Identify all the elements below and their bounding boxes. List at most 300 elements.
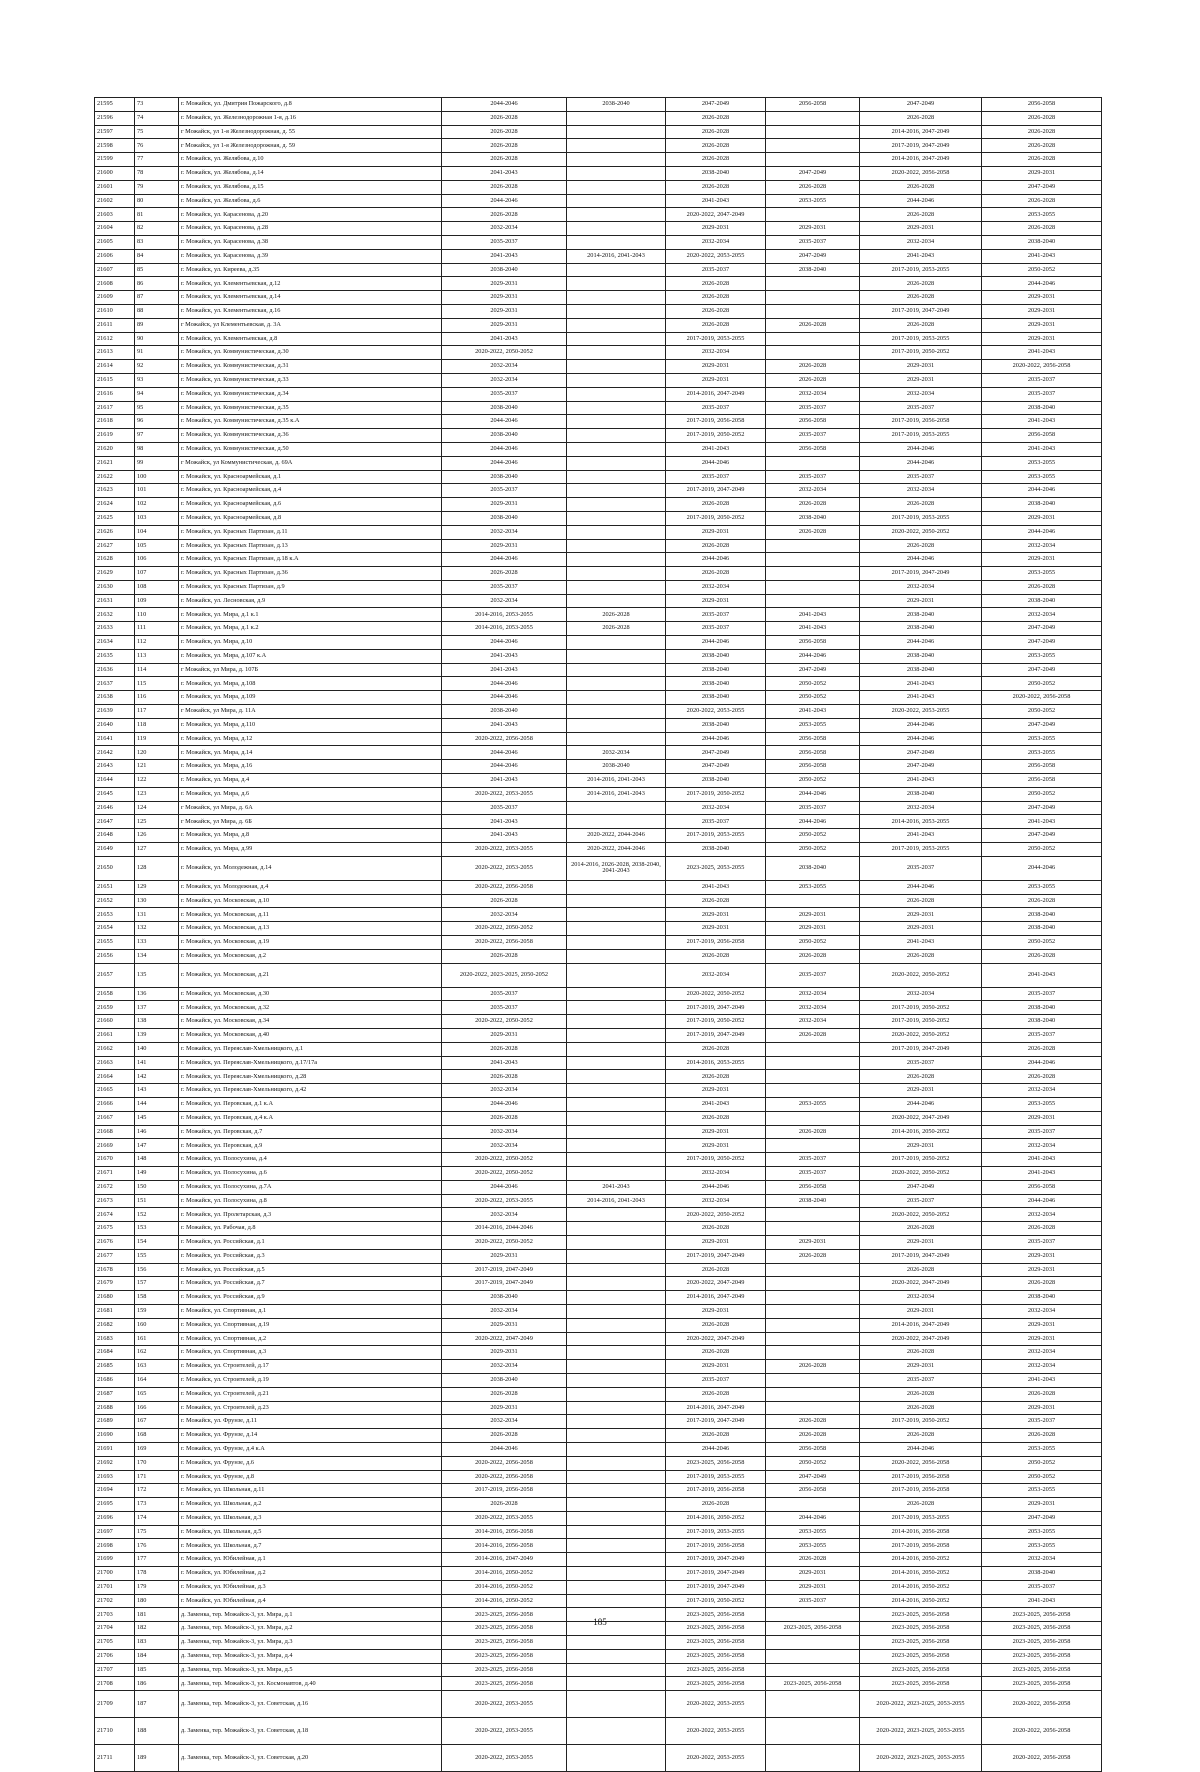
period-cell-3: 2035-2037: [666, 401, 766, 415]
row-id-cell: 21707: [95, 1663, 135, 1677]
period-cell-6: 2032-2034: [982, 1346, 1102, 1360]
period-cell-1: 2020-2022, 2053-2055: [442, 1194, 567, 1208]
period-cell-3: 2026-2028: [666, 1042, 766, 1056]
period-cell-3: 2017-2019, 2050-2052: [666, 429, 766, 443]
period-cell-4: 2026-2028: [766, 1415, 860, 1429]
row-id-cell: 21691: [95, 1442, 135, 1456]
row-number-cell: 116: [135, 691, 179, 705]
row-id-cell: 21607: [95, 263, 135, 277]
table-row: [95, 1208, 1102, 1222]
period-cell-3: 2026-2028: [666, 567, 766, 581]
row-number-cell: 77: [135, 153, 179, 167]
period-cell-3: 2017-2019, 2047-2049: [666, 1415, 766, 1429]
period-cell-3: 2026-2028: [666, 180, 766, 194]
period-cell-2: [567, 1553, 666, 1567]
table-row: [95, 180, 1102, 194]
period-cell-1: 2032-2034: [442, 594, 567, 608]
period-cell-4: [766, 539, 860, 553]
table-row: [95, 429, 1102, 443]
table-row: [95, 1097, 1102, 1111]
period-cell-2: [567, 166, 666, 180]
period-cell-3: 2020-2022, 2047-2049: [666, 1277, 766, 1291]
period-cell-4: 2038-2040: [766, 856, 860, 880]
period-cell-1: 2020-2022, 2053-2055: [442, 856, 567, 880]
period-cell-6: 2038-2040: [982, 908, 1102, 922]
period-cell-1: 2020-2022, 2053-2055: [442, 1511, 567, 1525]
row-number-cell: 130: [135, 894, 179, 908]
row-id-cell: 21645: [95, 787, 135, 801]
row-id-cell: 21690: [95, 1429, 135, 1443]
row-number-cell: 184: [135, 1649, 179, 1663]
period-cell-2: 2026-2028: [567, 608, 666, 622]
period-cell-6: 2050-2052: [982, 787, 1102, 801]
row-number-cell: 96: [135, 415, 179, 429]
period-cell-6: 2032-2034: [982, 1304, 1102, 1318]
row-number-cell: 89: [135, 318, 179, 332]
period-cell-3: 2044-2046: [666, 636, 766, 650]
period-cell-2: [567, 456, 666, 470]
period-cell-3: 2026-2028: [666, 111, 766, 125]
period-cell-6: 2029-2031: [982, 1401, 1102, 1415]
table-row: [95, 987, 1102, 1001]
row-id-cell: 21644: [95, 774, 135, 788]
table-row: [95, 539, 1102, 553]
period-cell-5: 2035-2037: [860, 470, 982, 484]
row-id-cell: 21622: [95, 470, 135, 484]
period-cell-4: 2029-2031: [766, 222, 860, 236]
table-row: [95, 1084, 1102, 1098]
row-number-cell: 103: [135, 511, 179, 525]
row-id-cell: 21682: [95, 1318, 135, 1332]
period-cell-5: 2020-2022, 2050-2052: [860, 525, 982, 539]
period-cell-6: 2020-2022, 2056-2058: [982, 1691, 1102, 1718]
row-number-cell: 80: [135, 194, 179, 208]
period-cell-5: 2014-2016, 2050-2052: [860, 1594, 982, 1608]
period-cell-5: 2023-2025, 2056-2058: [860, 1677, 982, 1691]
table-row: [95, 1718, 1102, 1745]
row-id-cell: 21608: [95, 277, 135, 291]
period-cell-6: 2026-2028: [982, 139, 1102, 153]
period-cell-2: [567, 1056, 666, 1070]
period-cell-6: 2053-2055: [982, 732, 1102, 746]
row-number-cell: 159: [135, 1304, 179, 1318]
period-cell-5: 2014-2016, 2050-2052: [860, 1580, 982, 1594]
period-cell-3: 2020-2022, 2053-2055: [666, 1745, 766, 1772]
address-cell: г. Можайск, ул. Школьная, д.3: [179, 1511, 442, 1525]
period-cell-5: 2044-2046: [860, 1097, 982, 1111]
period-cell-1: 2026-2028: [442, 139, 567, 153]
period-cell-5: 2032-2034: [860, 987, 982, 1001]
period-cell-6: 2053-2055: [982, 1525, 1102, 1539]
period-cell-6: 2050-2052: [982, 1456, 1102, 1470]
period-cell-3: 2026-2028: [666, 277, 766, 291]
period-cell-5: 2026-2028: [860, 318, 982, 332]
period-cell-2: [567, 705, 666, 719]
period-cell-3: 2017-2019, 2050-2052: [666, 787, 766, 801]
address-cell: г. Можайск, ул. Переяслав-Хмельницкого, д.28: [179, 1070, 442, 1084]
row-id-cell: 21636: [95, 663, 135, 677]
period-cell-6: 2050-2052: [982, 936, 1102, 950]
period-cell-3: 2023-2025, 2056-2058: [666, 1663, 766, 1677]
period-cell-5: 2026-2028: [860, 1222, 982, 1236]
address-cell: г. Можайск, ул. Московская, д.34: [179, 1015, 442, 1029]
row-number-cell: 102: [135, 498, 179, 512]
row-number-cell: 158: [135, 1291, 179, 1305]
row-id-cell: 21659: [95, 1001, 135, 1015]
address-cell: г. Можайск, ул. Мира, д.14: [179, 746, 442, 760]
address-cell: д. Заменка, тер. Можайск-3, ул. Мира, д.3: [179, 1636, 442, 1650]
row-number-cell: 108: [135, 580, 179, 594]
period-cell-4: 2050-2052: [766, 936, 860, 950]
address-cell: д. Заменка, тер. Можайск-3, ул. Мира, д.5: [179, 1663, 442, 1677]
row-id-cell: 21630: [95, 580, 135, 594]
period-cell-2: [567, 1360, 666, 1374]
period-cell-5: 2032-2034: [860, 235, 982, 249]
period-cell-2: [567, 1429, 666, 1443]
period-cell-5: 2017-2019, 2047-2049: [860, 139, 982, 153]
row-id-cell: 21635: [95, 649, 135, 663]
table-row: [95, 663, 1102, 677]
address-cell: г. Можайск, ул. Рабочая, д.8: [179, 1222, 442, 1236]
period-cell-5: 2026-2028: [860, 1401, 982, 1415]
table-row: [95, 346, 1102, 360]
period-cell-3: 2026-2028: [666, 1498, 766, 1512]
table-row: [95, 1318, 1102, 1332]
period-cell-6: 2041-2043: [982, 442, 1102, 456]
period-cell-1: 2032-2034: [442, 1139, 567, 1153]
period-cell-6: 2029-2031: [982, 553, 1102, 567]
period-cell-5: 2032-2034: [860, 580, 982, 594]
period-cell-1: 2023-2025, 2056-2058: [442, 1663, 567, 1677]
period-cell-1: 2044-2046: [442, 760, 567, 774]
address-cell: г. Можайск, ул. Фрунзе, д.11: [179, 1415, 442, 1429]
row-id-cell: 21603: [95, 208, 135, 222]
period-cell-5: 2044-2046: [860, 732, 982, 746]
row-number-cell: 113: [135, 649, 179, 663]
address-cell: г. Можайск, ул. Коммунистическая, д.35 к.А: [179, 415, 442, 429]
row-id-cell: 21601: [95, 180, 135, 194]
period-cell-3: 2017-2019, 2056-2058: [666, 936, 766, 950]
period-cell-3: 2044-2046: [666, 1442, 766, 1456]
period-cell-1: 2029-2031: [442, 1318, 567, 1332]
period-cell-6: 2047-2049: [982, 180, 1102, 194]
row-id-cell: 21614: [95, 360, 135, 374]
period-cell-4: 2026-2028: [766, 318, 860, 332]
row-number-cell: 88: [135, 304, 179, 318]
address-cell: г. Можайск, ул. Красноармейская, д.6: [179, 498, 442, 512]
period-cell-5: 2020-2022, 2050-2052: [860, 963, 982, 987]
address-cell: г. Можайск, ул. Мира, д.108: [179, 677, 442, 691]
row-number-cell: 162: [135, 1346, 179, 1360]
period-cell-5: 2017-2019, 2050-2052: [860, 1153, 982, 1167]
period-cell-4: 2032-2034: [766, 1001, 860, 1015]
period-cell-2: [567, 1097, 666, 1111]
period-cell-5: 2017-2019, 2053-2055: [860, 1511, 982, 1525]
period-cell-3: 2026-2028: [666, 291, 766, 305]
period-cell-1: 2020-2022, 2056-2058: [442, 732, 567, 746]
row-number-cell: 140: [135, 1042, 179, 1056]
address-cell: г Можайск, ул Клементьевская, д. 3А: [179, 318, 442, 332]
period-cell-3: 2017-2019, 2053-2055: [666, 829, 766, 843]
table-row: [95, 1332, 1102, 1346]
period-cell-6: 2026-2028: [982, 125, 1102, 139]
period-cell-1: 2038-2040: [442, 429, 567, 443]
period-cell-3: 2017-2019, 2056-2058: [666, 1484, 766, 1498]
period-cell-3: 2029-2031: [666, 922, 766, 936]
period-cell-3: 2044-2046: [666, 553, 766, 567]
period-cell-2: [567, 1015, 666, 1029]
period-cell-5: 2017-2019, 2056-2058: [860, 1484, 982, 1498]
period-cell-2: [567, 1249, 666, 1263]
period-cell-6: 2056-2058: [982, 1180, 1102, 1194]
row-id-cell: 21699: [95, 1553, 135, 1567]
period-cell-6: 2026-2028: [982, 1070, 1102, 1084]
period-cell-3: 2014-2016, 2050-2052: [666, 1511, 766, 1525]
period-cell-6: 2038-2040: [982, 922, 1102, 936]
row-number-cell: 163: [135, 1360, 179, 1374]
period-cell-5: 2017-2019, 2056-2058: [860, 1470, 982, 1484]
table-row: [95, 705, 1102, 719]
period-cell-3: 2026-2028: [666, 949, 766, 963]
period-cell-5: 2023-2025, 2056-2058: [860, 1622, 982, 1636]
period-cell-1: 2020-2022, 2056-2058: [442, 936, 567, 950]
period-cell-4: 2035-2037: [766, 1153, 860, 1167]
address-cell: г. Можайск, ул. Мира, д.16: [179, 760, 442, 774]
period-cell-6: 2029-2031: [982, 1332, 1102, 1346]
table-row: [95, 608, 1102, 622]
period-cell-5: 2029-2031: [860, 360, 982, 374]
table-row: [95, 691, 1102, 705]
period-cell-2: [567, 194, 666, 208]
period-cell-2: 2014-2016, 2041-2043: [567, 774, 666, 788]
period-cell-1: 2041-2043: [442, 249, 567, 263]
row-id-cell: 21683: [95, 1332, 135, 1346]
row-number-cell: 187: [135, 1691, 179, 1718]
row-id-cell: 21678: [95, 1263, 135, 1277]
period-cell-3: 2044-2046: [666, 1180, 766, 1194]
period-cell-2: [567, 1222, 666, 1236]
period-cell-2: [567, 208, 666, 222]
table-row: [95, 1015, 1102, 1029]
row-id-cell: 21672: [95, 1180, 135, 1194]
period-cell-1: 2041-2043: [442, 774, 567, 788]
period-cell-2: [567, 442, 666, 456]
period-cell-3: 2017-2019, 2050-2052: [666, 1015, 766, 1029]
period-cell-5: 2032-2034: [860, 387, 982, 401]
row-id-cell: 21705: [95, 1636, 135, 1650]
period-cell-3: 2026-2028: [666, 894, 766, 908]
period-cell-2: [567, 880, 666, 894]
row-number-cell: 151: [135, 1194, 179, 1208]
address-cell: г. Можайск, ул. Пролетарская, д.3: [179, 1208, 442, 1222]
period-cell-2: [567, 691, 666, 705]
period-cell-4: 2056-2058: [766, 636, 860, 650]
period-cell-1: 2044-2046: [442, 636, 567, 650]
period-cell-5: 2029-2031: [860, 1304, 982, 1318]
period-cell-1: 2020-2022, 2053-2055: [442, 787, 567, 801]
period-cell-3: 2041-2043: [666, 880, 766, 894]
row-id-cell: 21638: [95, 691, 135, 705]
period-cell-6: 2026-2028: [982, 1222, 1102, 1236]
address-cell: г. Можайск, ул. Строителей, д.23: [179, 1401, 442, 1415]
period-cell-6: 2029-2031: [982, 332, 1102, 346]
period-cell-1: 2041-2043: [442, 815, 567, 829]
period-cell-6: 2023-2025, 2056-2058: [982, 1636, 1102, 1650]
address-cell: г. Можайск, ул. Мира, д.110: [179, 718, 442, 732]
period-cell-2: [567, 1291, 666, 1305]
period-cell-3: 2026-2028: [666, 139, 766, 153]
address-cell: г. Можайск, ул. Московская, д.19: [179, 936, 442, 950]
period-cell-4: [766, 277, 860, 291]
period-cell-6: 2038-2040: [982, 594, 1102, 608]
period-cell-4: [766, 567, 860, 581]
period-cell-1: 2014-2016, 2056-2058: [442, 1539, 567, 1553]
period-cell-5: 2014-2016, 2050-2052: [860, 1125, 982, 1139]
period-cell-4: 2044-2046: [766, 815, 860, 829]
period-cell-6: 2044-2046: [982, 525, 1102, 539]
row-number-cell: 82: [135, 222, 179, 236]
period-cell-4: [766, 1373, 860, 1387]
period-cell-5: 2029-2031: [860, 1084, 982, 1098]
period-cell-4: 2044-2046: [766, 787, 860, 801]
row-id-cell: 21600: [95, 166, 135, 180]
row-number-cell: 81: [135, 208, 179, 222]
period-cell-2: [567, 1594, 666, 1608]
period-cell-2: [567, 222, 666, 236]
row-number-cell: 100: [135, 470, 179, 484]
table-row: [95, 1125, 1102, 1139]
period-cell-3: 2017-2019, 2050-2052: [666, 1594, 766, 1608]
address-cell: г. Можайск, ул. Школьная, д.7: [179, 1539, 442, 1553]
period-cell-2: [567, 663, 666, 677]
period-cell-5: 2044-2046: [860, 1442, 982, 1456]
period-cell-6: 2047-2049: [982, 1511, 1102, 1525]
period-cell-5: 2020-2022, 2056-2058: [860, 1456, 982, 1470]
period-cell-6: 2053-2055: [982, 1484, 1102, 1498]
period-cell-3: 2026-2028: [666, 1070, 766, 1084]
period-cell-6: 2026-2028: [982, 894, 1102, 908]
table-row: [95, 1042, 1102, 1056]
period-cell-3: 2047-2049: [666, 746, 766, 760]
period-cell-6: 2038-2040: [982, 401, 1102, 415]
period-cell-5: 2038-2040: [860, 663, 982, 677]
period-cell-6: 2026-2028: [982, 194, 1102, 208]
period-cell-1: 2026-2028: [442, 567, 567, 581]
period-cell-1: 2023-2025, 2056-2058: [442, 1622, 567, 1636]
row-number-cell: 148: [135, 1153, 179, 1167]
period-cell-6: 2056-2058: [982, 429, 1102, 443]
period-cell-2: [567, 580, 666, 594]
period-cell-3: 2020-2022, 2053-2055: [666, 249, 766, 263]
period-cell-1: 2032-2034: [442, 1208, 567, 1222]
period-cell-3: 2026-2028: [666, 1263, 766, 1277]
period-cell-1: 2020-2022, 2056-2058: [442, 1456, 567, 1470]
period-cell-3: 2023-2025, 2056-2058: [666, 1622, 766, 1636]
period-cell-1: 2029-2031: [442, 1346, 567, 1360]
period-cell-4: [766, 1304, 860, 1318]
row-number-cell: 137: [135, 1001, 179, 1015]
period-cell-6: 2056-2058: [982, 760, 1102, 774]
table-row: [95, 484, 1102, 498]
period-cell-1: 2020-2022, 2050-2052: [442, 1153, 567, 1167]
period-cell-1: 2014-2016, 2050-2052: [442, 1580, 567, 1594]
period-cell-3: 2038-2040: [666, 166, 766, 180]
address-cell: г. Можайск, ул. Коммунистическая, д.36: [179, 429, 442, 443]
period-cell-1: 2032-2034: [442, 1304, 567, 1318]
period-cell-1: 2041-2043: [442, 166, 567, 180]
period-cell-6: 2029-2031: [982, 318, 1102, 332]
period-cell-3: 2020-2022, 2053-2055: [666, 705, 766, 719]
period-cell-1: 2044-2046: [442, 442, 567, 456]
period-cell-4: 2047-2049: [766, 663, 860, 677]
row-id-cell: 21646: [95, 801, 135, 815]
period-cell-2: 2038-2040: [567, 98, 666, 112]
address-cell: г. Можайск, ул. Карасенова, д.20: [179, 208, 442, 222]
row-number-cell: 78: [135, 166, 179, 180]
period-cell-3: 2029-2031: [666, 1235, 766, 1249]
period-cell-4: 2035-2037: [766, 1594, 860, 1608]
row-id-cell: 21661: [95, 1029, 135, 1043]
address-cell: г. Можайск, ул. Юбилейная, д.3: [179, 1580, 442, 1594]
period-cell-1: 2041-2043: [442, 1056, 567, 1070]
period-cell-5: 2017-2019, 2050-2052: [860, 1015, 982, 1029]
address-cell: г. Можайск, ул. Молодежная, д.14: [179, 856, 442, 880]
period-cell-1: 2038-2040: [442, 1373, 567, 1387]
row-number-cell: 146: [135, 1125, 179, 1139]
row-number-cell: 173: [135, 1498, 179, 1512]
period-cell-4: 2035-2037: [766, 470, 860, 484]
table-row: [95, 111, 1102, 125]
row-id-cell: 21621: [95, 456, 135, 470]
address-cell: д. Заменка, тер. Можайск-3, ул. Мира, д.2: [179, 1622, 442, 1636]
period-cell-6: 2053-2055: [982, 208, 1102, 222]
period-cell-5: 2038-2040: [860, 622, 982, 636]
row-number-cell: 87: [135, 291, 179, 305]
address-cell: г. Можайск, ул. Юбилейная, д.1: [179, 1553, 442, 1567]
period-cell-4: 2050-2052: [766, 691, 860, 705]
period-cell-1: 2026-2028: [442, 1498, 567, 1512]
row-number-cell: 139: [135, 1029, 179, 1043]
table-row: [95, 553, 1102, 567]
period-cell-5: 2020-2022, 2047-2049: [860, 1332, 982, 1346]
period-cell-4: 2044-2046: [766, 649, 860, 663]
row-number-cell: 189: [135, 1745, 179, 1772]
row-number-cell: 145: [135, 1111, 179, 1125]
address-cell: г. Можайск, ул. Фрунзе, д.8: [179, 1470, 442, 1484]
table-row: [95, 908, 1102, 922]
period-cell-5: 2017-2019, 2053-2055: [860, 429, 982, 443]
period-cell-1: 2017-2019, 2047-2049: [442, 1263, 567, 1277]
row-number-cell: 152: [135, 1208, 179, 1222]
period-cell-4: 2029-2031: [766, 908, 860, 922]
row-number-cell: 104: [135, 525, 179, 539]
period-cell-2: [567, 553, 666, 567]
period-cell-3: 2032-2034: [666, 1166, 766, 1180]
address-cell: г. Можайск, ул. Желябова, д.10: [179, 153, 442, 167]
address-cell: г. Можайск, ул. Желябова, д.15: [179, 180, 442, 194]
period-cell-2: [567, 387, 666, 401]
address-cell: г. Можайск, ул. Киреева, д.35: [179, 263, 442, 277]
row-id-cell: 21597: [95, 125, 135, 139]
period-cell-5: 2026-2028: [860, 894, 982, 908]
table-row: [95, 277, 1102, 291]
period-cell-2: [567, 332, 666, 346]
row-number-cell: 170: [135, 1456, 179, 1470]
period-cell-3: 2020-2022, 2053-2055: [666, 1691, 766, 1718]
period-cell-1: 2041-2043: [442, 332, 567, 346]
row-number-cell: 110: [135, 608, 179, 622]
period-cell-1: 2032-2034: [442, 1084, 567, 1098]
